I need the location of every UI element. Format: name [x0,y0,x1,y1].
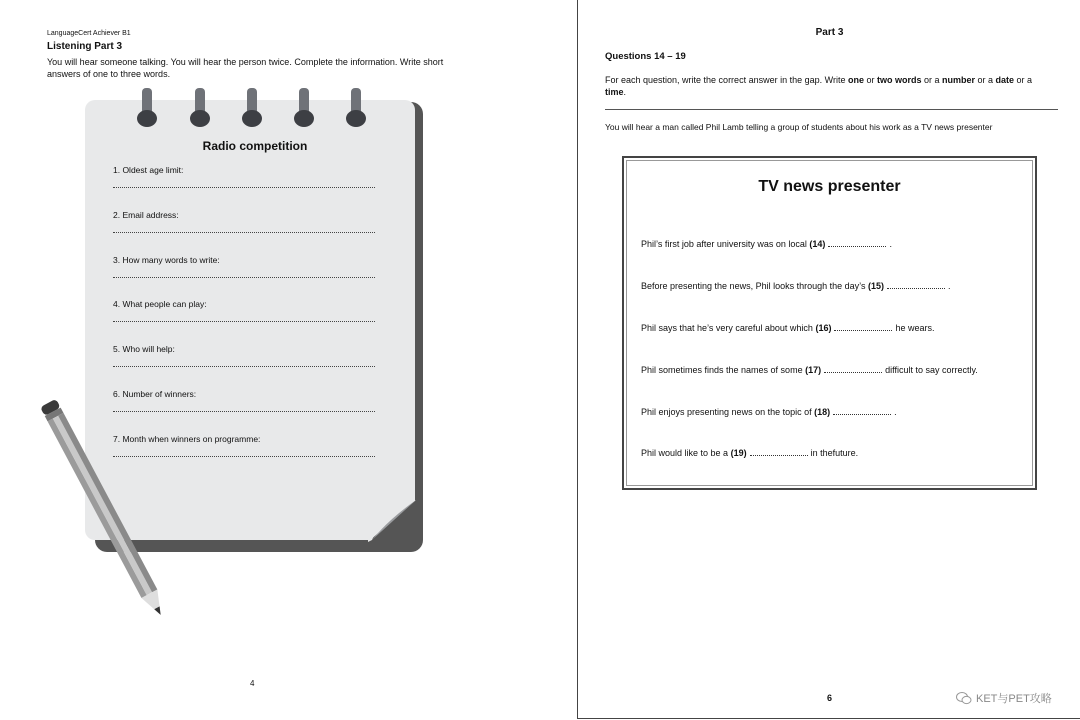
questions-range: Questions 14 – 19 [605,51,686,62]
part-title: Part 3 [815,27,844,38]
question-box [622,156,1037,490]
notebook-title: Radio competition [202,139,308,153]
section-title: Listening Part 3 [47,41,123,52]
intro-text: You will hear a man called Phil Lamb telling a group of students about his work as a TV news presenter [605,122,993,132]
answer-line[interactable] [113,321,375,322]
question-item: Phil would like to be a (19) in thefuture. [641,448,859,458]
form-field [113,299,383,322]
answer-gap[interactable] [824,364,882,373]
watermark-text: KET与PET攻略 [976,693,1052,705]
form-field [113,210,383,233]
answer-line[interactable] [113,366,375,367]
answer-gap[interactable] [833,406,891,415]
question-item: Phil says that he’s very careful about which (16) he wears. [641,323,935,333]
field-label: 7. Month when winners on programme: [113,434,261,444]
watermark [956,690,1052,706]
form-field [113,165,383,188]
question-item: Before presenting the news, Phil looks through the day’s (15) . [641,281,951,291]
spiral-ring-icon [297,88,310,128]
exam-name: LanguageCert Achiever B1 [47,30,131,37]
wechat-icon [956,692,972,705]
field-label: 2. Email address: [113,210,179,220]
question-item: Phil’s first job after university was on local (14) . [641,239,892,249]
pencil-icon [36,395,176,620]
page-number: 4 [250,679,255,688]
form-field [113,344,383,367]
field-label: 5. Who will help: [113,344,175,354]
right-instructions: For each question, write the correct answer in the gap. Write one or two words or a number or a date or a time. [605,75,1033,97]
question-item: Phil sometimes finds the names of some (17) difficult to say correctly. [641,365,978,375]
form-field [113,255,383,278]
spiral-ring-icon [140,88,153,128]
field-label: 1. Oldest age limit: [113,165,184,175]
answer-gap[interactable] [834,322,892,331]
field-label: 4. What people can play: [113,299,207,309]
page-curl-icon [368,500,416,542]
page-number: 6 [826,693,832,703]
left-instructions: You will hear someone talking. You will hear the person twice. Complete the information. Write short answers of one to three words. [47,57,444,79]
spiral-ring-icon [193,88,206,128]
answer-gap[interactable] [887,280,945,289]
question-item: Phil enjoys presenting news on the topic of (18) . [641,407,897,417]
field-label: 6. Number of winners: [113,389,197,399]
right-page [577,0,1080,719]
spiral-ring-icon [349,88,362,128]
divider [605,109,1058,110]
spiral-ring-icon [245,88,258,128]
answer-line[interactable] [113,277,375,278]
answer-gap[interactable] [750,447,808,456]
answer-gap[interactable] [828,238,886,247]
box-title: TV news presenter [758,178,901,195]
answer-line[interactable] [113,187,375,188]
answer-line[interactable] [113,232,375,233]
field-label: 3. How many words to write: [113,255,220,265]
